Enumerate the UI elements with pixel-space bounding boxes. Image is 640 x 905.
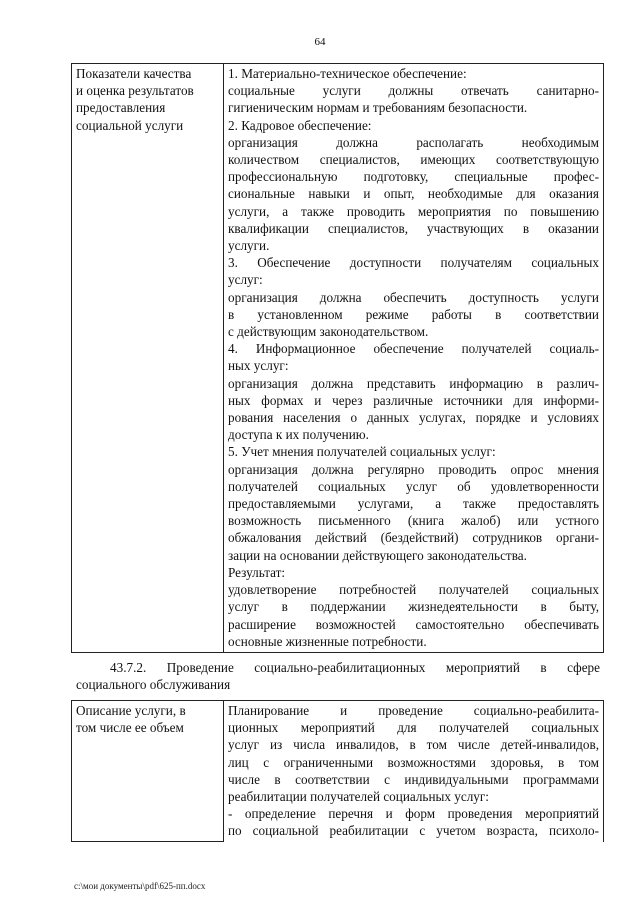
service-description-table xyxy=(71,700,604,842)
text-line: ных формах и через различные источники для информи- xyxy=(228,392,599,408)
text-line: доступа к их получению. xyxy=(228,427,369,443)
row-content-cell xyxy=(224,701,604,842)
text-line: - определение перечня и форм проведения мероприятий xyxy=(228,806,599,822)
text-line: числе в соответствии с индивидуальными программами xyxy=(228,771,599,787)
text-line: услуг: xyxy=(228,272,263,288)
row-label-cell xyxy=(72,701,224,842)
text-line: с действующим законодательством. xyxy=(228,324,429,340)
text-line: Показатели качества xyxy=(76,66,192,81)
section-heading-cont xyxy=(76,676,600,693)
text-line: квалификации специалистов, участвующих в оказании xyxy=(228,220,599,236)
text-line: организация должна регулярно проводить опрос мнения xyxy=(228,461,599,477)
text-line: услуги, а также проводить мероприятия по повышению xyxy=(228,203,599,219)
text-line: основные жизненные потребности. xyxy=(228,633,427,649)
file-path-footer: c:\мои документы\pdf\625-пп.docx xyxy=(74,881,206,891)
text-line: получателей социальных услуг об удовлетворенности xyxy=(228,478,599,494)
text-line: организация должна представить информацию в различ- xyxy=(228,375,599,391)
row-label-cell xyxy=(72,64,224,653)
text-line: количеством специалистов, имеющих соответствующую xyxy=(228,152,599,168)
text-line: Описание услуги, в xyxy=(76,703,186,718)
text-line: том числе ее объем xyxy=(76,720,184,736)
text-line: и оценка результатов xyxy=(76,83,194,99)
text-line: ных услуг: xyxy=(228,358,289,374)
text-line: удовлетворение потребностей получателей социальных xyxy=(228,582,599,598)
text-line: предоставления xyxy=(76,100,166,116)
text-line: зации на основании действующего законодательства. xyxy=(228,547,527,563)
quality-indicators-table xyxy=(71,63,604,653)
text-line: услуг из числа инвалидов, в том числе детей-инвалидов, xyxy=(228,737,599,753)
text-line: рования населения о данных услугах, порядке и условиях xyxy=(228,410,599,426)
text-line: 1. Материально-техническое обеспечение: xyxy=(228,66,467,81)
page-number: 64 xyxy=(314,36,326,48)
text-line: ционных мероприятий для получателей социальных xyxy=(228,720,599,736)
text-line: профессиональную подготовку, специальные профес- xyxy=(228,169,599,185)
row-content-cell xyxy=(224,64,604,653)
text-line: услуг в поддержании жизнедеятельности в быту, xyxy=(228,599,599,615)
table-row xyxy=(72,64,604,653)
text-line: услуги. xyxy=(228,238,270,254)
text-line: организация должна располагать необходимым xyxy=(228,134,599,150)
text-line: гигиеническим нормам и требованиям безопасности. xyxy=(228,100,528,116)
section-heading-line: социального обслуживания xyxy=(76,677,231,692)
text-line: сиональные навыки и опыт, необходимые для оказания xyxy=(228,186,599,202)
text-line: предоставляемыми услугами, а также предоставлять xyxy=(228,496,599,512)
text-line: возможность письменного (книга жалоб) или устного xyxy=(228,513,599,529)
section-heading-line: 43.7.2. Проведение социально-реабилитационных мероприятий в сфере xyxy=(110,660,600,675)
text-line: лиц с ограниченными возможностями здоровья, в том xyxy=(228,754,599,770)
text-line: 2. Кадровое обеспечение: xyxy=(228,117,372,133)
text-line: 5. Учет мнения получателей социальных услуг: xyxy=(228,444,496,460)
text-line: 3. Обеспечение доступности получателям социальных xyxy=(228,255,599,271)
text-line: в установленном режиме работы в соответствии xyxy=(228,306,599,322)
text-line: реабилитации получателей социальных услуг: xyxy=(228,789,489,805)
text-line: по социальной реабилитации с учетом возраста, психоло- xyxy=(228,823,599,839)
text-line: Результат: xyxy=(228,564,286,580)
section-heading xyxy=(76,659,600,676)
text-line: социальные услуги должны отвечать санитарно- xyxy=(228,83,599,99)
text-line: социальной услуги xyxy=(76,117,184,133)
table-row xyxy=(72,701,604,842)
text-line: Планирование и проведение социально-реабилита- xyxy=(228,703,599,718)
text-line: организация должна обеспечить доступность услуги xyxy=(228,289,599,305)
text-line: расширение возможностей самостоятельно обеспечивать xyxy=(228,616,599,632)
text-line: обжалования действий (бездействий) сотрудников органи- xyxy=(228,530,599,546)
text-line: 4. Информационное обеспечение получателей социаль- xyxy=(228,341,599,357)
